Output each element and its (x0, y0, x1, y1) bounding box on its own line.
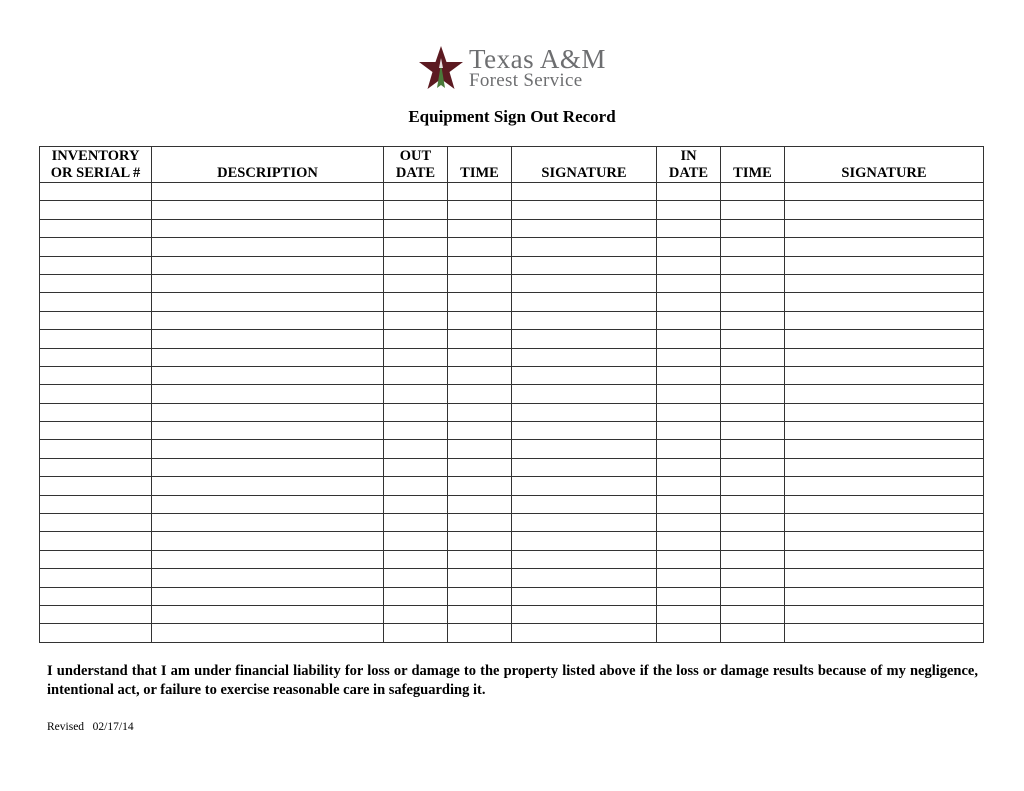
table-cell[interactable] (785, 256, 984, 274)
column-header-description: DESCRIPTION (152, 147, 384, 183)
column-header-in-date: IN DATE (657, 147, 721, 183)
table-cell[interactable] (40, 330, 152, 348)
table-row (40, 458, 984, 476)
table-cell[interactable] (721, 587, 785, 605)
table-row (40, 514, 984, 532)
table-cell[interactable] (40, 256, 152, 274)
table-cell[interactable] (40, 293, 152, 311)
table-cell[interactable] (40, 514, 152, 532)
table-cell[interactable] (657, 219, 721, 237)
table-cell[interactable] (384, 514, 448, 532)
table-cell[interactable] (448, 183, 512, 201)
table-cell[interactable] (512, 330, 657, 348)
table-cell[interactable] (448, 385, 512, 403)
table-cell[interactable] (384, 293, 448, 311)
table-cell[interactable] (448, 440, 512, 458)
table-cell[interactable] (384, 238, 448, 256)
table-cell[interactable] (384, 330, 448, 348)
table-cell[interactable] (448, 311, 512, 329)
table-cell[interactable] (384, 532, 448, 550)
table-cell[interactable] (448, 495, 512, 513)
table-cell[interactable] (512, 532, 657, 550)
table-cell[interactable] (785, 514, 984, 532)
table-cell[interactable] (721, 605, 785, 623)
table-cell[interactable] (384, 183, 448, 201)
table-cell[interactable] (512, 458, 657, 476)
table-cell[interactable] (785, 440, 984, 458)
table-cell[interactable] (152, 532, 384, 550)
table-cell[interactable] (512, 293, 657, 311)
table-cell[interactable] (785, 183, 984, 201)
table-cell[interactable] (448, 514, 512, 532)
table-cell[interactable] (512, 366, 657, 384)
table-cell[interactable] (721, 330, 785, 348)
table-cell[interactable] (785, 311, 984, 329)
table-cell[interactable] (512, 422, 657, 440)
table-cell[interactable] (657, 348, 721, 366)
table-row (40, 440, 984, 458)
table-cell[interactable] (448, 201, 512, 219)
table-cell[interactable] (40, 569, 152, 587)
table-cell[interactable] (384, 550, 448, 568)
table-row (40, 477, 984, 495)
table-cell[interactable] (785, 458, 984, 476)
table-cell[interactable] (512, 256, 657, 274)
table-cell[interactable] (152, 238, 384, 256)
table-cell[interactable] (448, 348, 512, 366)
table-cell[interactable] (721, 403, 785, 421)
table-cell[interactable] (152, 311, 384, 329)
star-tree-icon (417, 44, 465, 92)
table-cell[interactable] (384, 587, 448, 605)
table-cell[interactable] (152, 403, 384, 421)
table-cell[interactable] (721, 256, 785, 274)
table-cell[interactable] (152, 183, 384, 201)
table-cell[interactable] (40, 238, 152, 256)
table-cell[interactable] (384, 477, 448, 495)
table-cell[interactable] (721, 238, 785, 256)
table-cell[interactable] (721, 201, 785, 219)
table-cell[interactable] (512, 514, 657, 532)
column-header-in-signature: SIGNATURE (785, 147, 984, 183)
table-cell[interactable] (785, 330, 984, 348)
table-row (40, 587, 984, 605)
table-cell[interactable] (721, 495, 785, 513)
table-row (40, 219, 984, 237)
table-cell[interactable] (721, 440, 785, 458)
table-cell[interactable] (384, 385, 448, 403)
table-row (40, 569, 984, 587)
table-cell[interactable] (152, 201, 384, 219)
table-row (40, 495, 984, 513)
logo-text-texas-am: Texas A&M (469, 44, 606, 74)
table-cell[interactable] (512, 624, 657, 642)
table-cell[interactable] (448, 477, 512, 495)
table-row (40, 403, 984, 421)
table-cell[interactable] (152, 458, 384, 476)
table-cell[interactable] (152, 274, 384, 292)
table-cell[interactable] (721, 458, 785, 476)
table-cell[interactable] (152, 385, 384, 403)
table-cell[interactable] (448, 366, 512, 384)
table-cell[interactable] (721, 477, 785, 495)
table-cell[interactable] (384, 311, 448, 329)
table-row (40, 183, 984, 201)
table-cell[interactable] (40, 385, 152, 403)
table-cell[interactable] (785, 201, 984, 219)
table-cell[interactable] (657, 256, 721, 274)
table-cell[interactable] (512, 587, 657, 605)
table-cell[interactable] (512, 183, 657, 201)
table-cell[interactable] (448, 532, 512, 550)
table-cell[interactable] (657, 293, 721, 311)
column-header-inventory: INVENTORY OR SERIAL # (40, 147, 152, 183)
table-cell[interactable] (657, 330, 721, 348)
logo-text-forest-service: Forest Service (469, 70, 583, 91)
table-cell[interactable] (152, 477, 384, 495)
table-cell[interactable] (512, 477, 657, 495)
table-cell[interactable] (785, 293, 984, 311)
table-cell[interactable] (657, 422, 721, 440)
table-cell[interactable] (657, 440, 721, 458)
table-cell[interactable] (40, 495, 152, 513)
table-cell[interactable] (448, 293, 512, 311)
table-row (40, 624, 984, 642)
table-row (40, 550, 984, 568)
table-cell[interactable] (785, 550, 984, 568)
table-cell[interactable] (512, 605, 657, 623)
table-cell[interactable] (785, 403, 984, 421)
table-cell[interactable] (785, 495, 984, 513)
table-row (40, 311, 984, 329)
table-cell[interactable] (448, 550, 512, 568)
column-header-in-time: TIME (721, 147, 785, 183)
table-cell[interactable] (384, 422, 448, 440)
table-cell[interactable] (657, 477, 721, 495)
table-cell[interactable] (384, 219, 448, 237)
table-cell[interactable] (785, 385, 984, 403)
table-cell[interactable] (152, 366, 384, 384)
table-cell[interactable] (657, 385, 721, 403)
table-cell[interactable] (657, 514, 721, 532)
table-cell[interactable] (152, 495, 384, 513)
table-cell[interactable] (152, 330, 384, 348)
table-header-row (40, 147, 984, 183)
table-cell[interactable] (40, 605, 152, 623)
table-cell[interactable] (384, 440, 448, 458)
table-cell[interactable] (785, 274, 984, 292)
table-cell[interactable] (448, 605, 512, 623)
table-row (40, 293, 984, 311)
table-cell[interactable] (384, 605, 448, 623)
table-cell[interactable] (721, 385, 785, 403)
table-cell[interactable] (721, 569, 785, 587)
table-cell[interactable] (721, 293, 785, 311)
table-cell[interactable] (152, 605, 384, 623)
table-cell[interactable] (384, 458, 448, 476)
column-header-out-date: OUT DATE (384, 147, 448, 183)
table-cell[interactable] (384, 569, 448, 587)
table-cell[interactable] (785, 348, 984, 366)
table-cell[interactable] (40, 477, 152, 495)
table-cell[interactable] (40, 219, 152, 237)
table-cell[interactable] (785, 587, 984, 605)
table-row (40, 330, 984, 348)
table-cell[interactable] (721, 348, 785, 366)
table-cell[interactable] (657, 550, 721, 568)
table-cell[interactable] (448, 274, 512, 292)
table-cell[interactable] (384, 366, 448, 384)
table-cell[interactable] (721, 274, 785, 292)
table-cell[interactable] (721, 624, 785, 642)
table-row (40, 256, 984, 274)
table-cell[interactable] (384, 256, 448, 274)
table-cell[interactable] (785, 569, 984, 587)
table-cell[interactable] (448, 422, 512, 440)
table-cell[interactable] (512, 569, 657, 587)
table-cell[interactable] (40, 183, 152, 201)
table-cell[interactable] (512, 495, 657, 513)
column-header-out-signature: SIGNATURE (512, 147, 657, 183)
table-cell[interactable] (512, 385, 657, 403)
texas-am-forest-service-logo (417, 44, 609, 92)
table-cell[interactable] (384, 348, 448, 366)
table-cell[interactable] (152, 219, 384, 237)
table-cell[interactable] (152, 514, 384, 532)
table-cell[interactable] (721, 422, 785, 440)
table-cell[interactable] (657, 238, 721, 256)
table-cell[interactable] (40, 458, 152, 476)
table-cell[interactable] (512, 440, 657, 458)
table-cell[interactable] (384, 274, 448, 292)
table-row (40, 348, 984, 366)
table-cell[interactable] (657, 605, 721, 623)
liability-notice: I understand that I am under financial liability for loss or damage to the property listed above if the loss or damage results because of my negligence, intentional act, or failure to exercise reasonable care in safeguarding it. (47, 663, 978, 698)
table-cell[interactable] (152, 422, 384, 440)
table-cell[interactable] (785, 238, 984, 256)
table-row (40, 605, 984, 623)
table-cell[interactable] (40, 311, 152, 329)
table-cell[interactable] (512, 403, 657, 421)
table-cell[interactable] (512, 550, 657, 568)
table-row (40, 201, 984, 219)
table-cell[interactable] (152, 587, 384, 605)
table-row (40, 532, 984, 550)
table-cell[interactable] (152, 550, 384, 568)
table-cell[interactable] (40, 624, 152, 642)
revised-date: Revised 02/17/14 (47, 721, 134, 733)
table-cell[interactable] (657, 587, 721, 605)
table-cell[interactable] (512, 219, 657, 237)
table-cell[interactable] (785, 366, 984, 384)
table-cell[interactable] (721, 550, 785, 568)
table-cell[interactable] (512, 201, 657, 219)
table-cell[interactable] (40, 274, 152, 292)
table-cell[interactable] (40, 532, 152, 550)
table-cell[interactable] (721, 532, 785, 550)
table-cell[interactable] (657, 366, 721, 384)
table-cell[interactable] (785, 605, 984, 623)
table-cell[interactable] (448, 256, 512, 274)
table-cell[interactable] (721, 311, 785, 329)
table-cell[interactable] (448, 219, 512, 237)
table-cell[interactable] (657, 569, 721, 587)
table-cell[interactable] (152, 624, 384, 642)
table-cell[interactable] (448, 330, 512, 348)
table-row (40, 385, 984, 403)
table-cell[interactable] (512, 274, 657, 292)
table-cell[interactable] (40, 587, 152, 605)
table-cell[interactable] (40, 550, 152, 568)
table-row (40, 422, 984, 440)
table-cell[interactable] (785, 219, 984, 237)
page-title: Equipment Sign Out Record (408, 107, 616, 126)
table-cell[interactable] (448, 624, 512, 642)
table-cell[interactable] (40, 403, 152, 421)
column-header-out-time: TIME (448, 147, 512, 183)
table-cell[interactable] (384, 624, 448, 642)
table-cell[interactable] (40, 201, 152, 219)
table-cell[interactable] (448, 458, 512, 476)
equipment-sign-out-table (39, 146, 984, 643)
table-cell[interactable] (384, 201, 448, 219)
table-cell[interactable] (152, 293, 384, 311)
table-cell[interactable] (384, 403, 448, 421)
table-cell[interactable] (512, 348, 657, 366)
table-row (40, 366, 984, 384)
table-cell[interactable] (448, 587, 512, 605)
table-cell[interactable] (657, 201, 721, 219)
table-cell[interactable] (657, 274, 721, 292)
table-body (40, 183, 984, 643)
table-cell[interactable] (657, 532, 721, 550)
table-cell[interactable] (40, 366, 152, 384)
table-cell[interactable] (657, 403, 721, 421)
table-cell[interactable] (40, 348, 152, 366)
table-cell[interactable] (785, 477, 984, 495)
table-cell[interactable] (40, 440, 152, 458)
table-cell[interactable] (384, 495, 448, 513)
table-cell[interactable] (721, 366, 785, 384)
table-cell[interactable] (152, 348, 384, 366)
table-cell[interactable] (512, 238, 657, 256)
table-row (40, 238, 984, 256)
table-cell[interactable] (785, 624, 984, 642)
table-cell[interactable] (657, 624, 721, 642)
table-cell[interactable] (657, 495, 721, 513)
table-cell[interactable] (512, 311, 657, 329)
table-cell[interactable] (657, 311, 721, 329)
table-cell[interactable] (657, 458, 721, 476)
table-cell[interactable] (448, 569, 512, 587)
table-cell[interactable] (152, 256, 384, 274)
table-cell[interactable] (152, 440, 384, 458)
table-cell[interactable] (721, 514, 785, 532)
table-row (40, 274, 984, 292)
table-cell[interactable] (448, 403, 512, 421)
table-cell[interactable] (448, 238, 512, 256)
table-cell[interactable] (721, 183, 785, 201)
table-cell[interactable] (657, 183, 721, 201)
table-cell[interactable] (40, 422, 152, 440)
table-cell[interactable] (721, 219, 785, 237)
table-cell[interactable] (785, 422, 984, 440)
table-cell[interactable] (785, 532, 984, 550)
table-cell[interactable] (152, 569, 384, 587)
